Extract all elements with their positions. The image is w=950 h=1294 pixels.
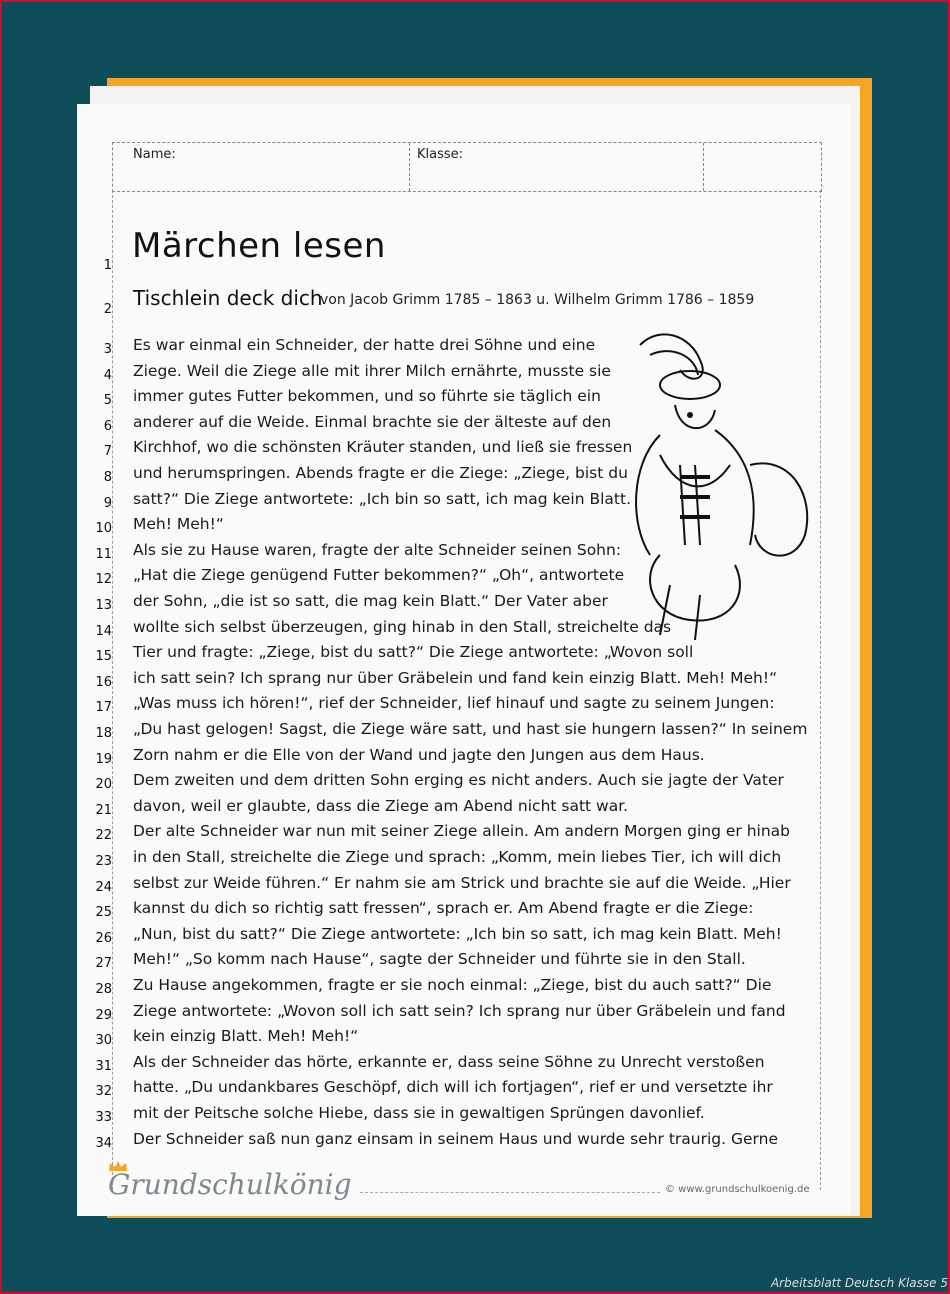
line-number: 2 [103,302,112,317]
line-number: 6 [103,418,112,434]
line-number: 18 [95,726,112,741]
name-label: Name: [133,147,176,162]
header-box [112,142,822,192]
brand-logo: Grundschulkönig [108,1168,352,1201]
story-line: Zu Hause angekommen, fragte er sie noch einmal: „Ziege, bist du auch satt?“ Die [133,976,772,994]
line-number: 21 [95,802,112,818]
header-divider [703,143,704,191]
line-number: 5 [103,393,112,409]
story-line: kannst du dich so richtig satt fressen“, sprach er. Am Abend fragte er die Ziege: [133,899,754,918]
story-line: selbst zur Weide führen.“ Er nahm sie am Strick und brachte sie auf die Weide. „Hier [133,873,791,892]
story-title: Tischlein deck dich [133,286,323,310]
line-number: 12 [95,572,112,588]
line-number: 30 [95,1033,112,1049]
footer-divider [360,1192,660,1193]
story-line: anderer auf die Weide. Einmal brachte sie der älteste auf den [133,412,612,431]
worksheet-title: Märchen lesen [132,226,386,266]
story-line: Der alte Schneider war nun mit seiner Ziege allein. Am andern Morgen ging er hinab [133,822,791,841]
line-number: 17 [95,700,112,716]
story-line: Kirchhof, wo die schönsten Kräuter standen, und ließ sie fressen [133,438,633,457]
story-line: „Nun, bist du satt?“ Die Ziege antwortete: „Ich bin so satt, ich mag kein Blatt. Meh! [133,924,782,943]
line-number: 8 [103,470,112,485]
line-number: 22 [95,828,112,844]
header-divider [409,143,410,191]
line-number: 19 [95,751,112,767]
story-line: satt?“ Die Ziege antwortete: „Ich bin so satt, ich mag kein Blatt. [133,489,632,508]
margin-line-left [112,190,113,1190]
story-line: Ziege. Weil die Ziege alle mit ihrer Milch ernährte, musste sie [133,361,611,380]
line-number: 33 [95,1110,112,1125]
margin-line-right [820,190,821,1190]
line-number: 1 [103,258,112,273]
line-number: 4 [103,367,112,383]
story-line: Meh!“ „So komm nach Hause“, sagte der Schneider und führte sie in den Stall. [133,950,746,969]
story-line: Zorn nahm er die Elle von der Wand und jagte den Jungen aus dem Haus. [133,745,705,764]
line-number: 11 [95,546,112,562]
line-number: 7 [103,444,112,460]
author-byline: von Jacob Grimm 1785 – 1863 u. Wilhelm Grimm 1786 – 1859 [320,292,755,308]
line-number: 15 [95,649,112,665]
copyright-text: © www.grundschulkoenig.de [665,1184,810,1195]
line-number: 31 [95,1058,112,1074]
line-number: 10 [95,521,112,537]
line-number: 9 [103,495,112,511]
line-number: 3 [103,342,112,357]
story-line: Dem zweiten und dem dritten Sohn erging es nicht anders. Auch sie jagte der Vater [133,771,784,790]
story-line: Als sie zu Hause waren, fragte der alte Schneider seinen Sohn: [133,540,622,559]
story-line: ich satt sein? Ich sprang nur über Gräbelein und fand kein einzig Blatt. Meh! Meh!“ [133,668,778,687]
story-line: hatte. „Du undankbares Geschöpf, dich will ich fortjagen“, rief er und versetzte ihr [133,1078,773,1097]
story-line: in den Stall, streichelte die Ziege und sprach: „Komm, mein liebes Tier, ich will dich [133,848,782,866]
story-line: kein einzig Blatt. Meh! Meh!“ [133,1027,359,1046]
story-line: Ziege antwortete: „Wovon soll ich satt sein? Ich sprang nur über Gräbelein und fand [133,1001,786,1020]
story-line: wollte sich selbst überzeugen, ging hinab in den Stall, streichelte das [133,617,672,636]
line-number: 23 [95,854,112,869]
tailor-illustration [620,325,820,645]
line-number: 26 [95,930,112,946]
class-label: Klasse: [417,147,464,162]
story-line: und herumspringen. Abends fragte er die Ziege: „Ziege, bist du [133,464,628,482]
story-line: Tier und fragte: „Ziege, bist du satt?“ Die Ziege antwortete: „Wovon soll [133,643,694,662]
story-line: davon, weil er glaubte, dass die Ziege am Abend nicht satt war. [133,796,629,815]
line-number: 14 [95,623,112,639]
story-line: Der Schneider saß nun ganz einsam in seinem Haus und wurde sehr traurig. Gerne [133,1129,778,1148]
line-number: 34 [95,1135,112,1151]
line-number: 24 [95,879,112,895]
story-line: Meh! Meh!“ [133,515,224,534]
line-number: 27 [95,956,112,972]
line-number: 28 [95,982,112,997]
story-line: „Was muss ich hören!“, rief der Schneider, lief hinauf und sagte zu seinem Jungen: [133,694,775,713]
story-line: mit der Peitsche solche Hiebe, dass sie in gewaltigen Sprüngen davonlief. [133,1104,705,1122]
story-line: der Sohn, „die ist so satt, die mag kein Blatt.“ Der Vater aber [133,592,608,610]
line-number: 16 [95,674,112,690]
line-number: 29 [95,1007,112,1023]
line-number: 32 [95,1084,112,1100]
story-line: Als der Schneider das hörte, erkannte er, dass seine Söhne zu Unrecht verstoßen [133,1052,765,1071]
story-line: „Du hast gelogen! Sagst, die Ziege wäre satt, und hast sie hungern lassen?“ In seinem [133,720,808,738]
story-line: „Hat die Ziege genügend Futter bekommen?“ „Oh“, antwortete [133,566,625,585]
line-number: 13 [95,598,112,613]
watermark-text: Arbeitsblatt Deutsch Klasse 5 [770,1276,948,1290]
line-number: 20 [95,777,112,793]
line-number: 25 [95,905,112,921]
story-line: immer gutes Futter bekommen, und so führte sie täglich ein [133,387,601,406]
story-line: Es war einmal ein Schneider, der hatte drei Söhne und eine [133,336,596,354]
